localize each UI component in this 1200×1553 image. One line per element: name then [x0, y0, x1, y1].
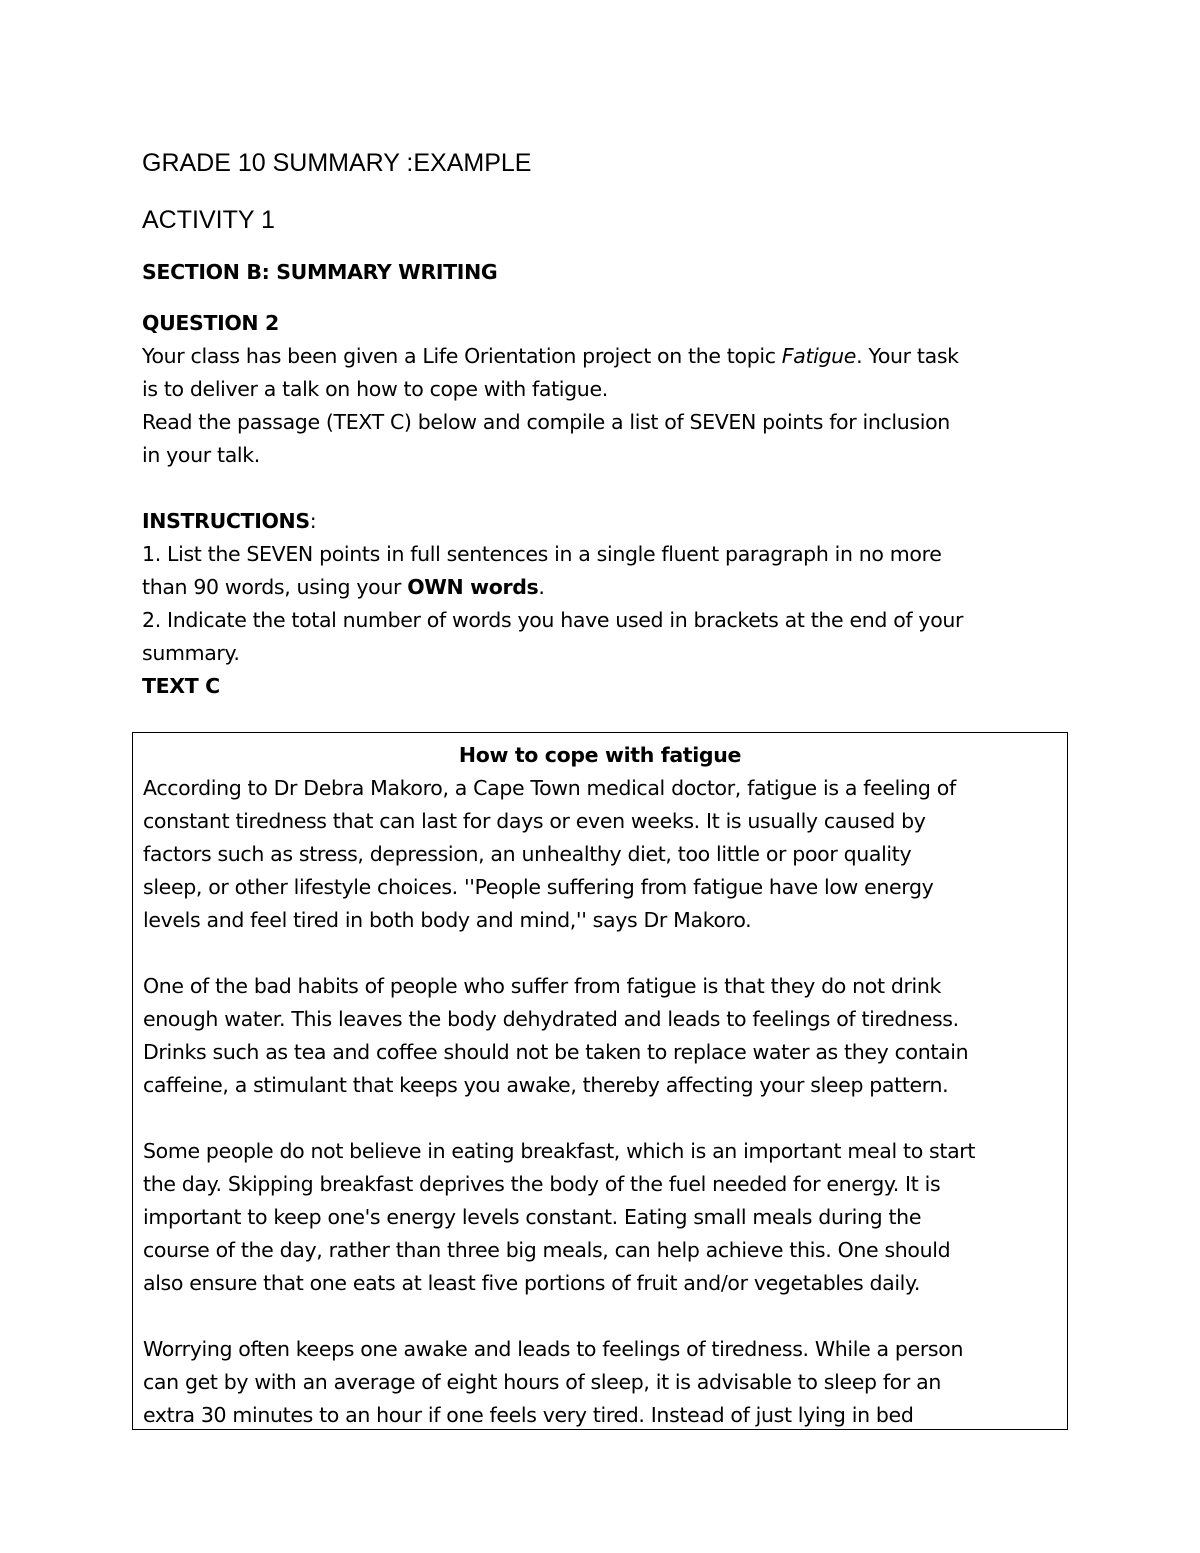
- activity-heading: ACTIVITY 1: [142, 206, 275, 234]
- document-heading: GRADE 10 SUMMARY :EXAMPLE: [142, 149, 532, 177]
- passage-p2-line-4: caffeine, a stimulant that keeps you awake, thereby affecting your sleep pattern.: [143, 1073, 949, 1097]
- passage-body: [143, 772, 1063, 1430]
- passage-p1-line-3: factors such as stress, depression, an unhealthy diet, too little or poor quality: [143, 842, 912, 866]
- instruction-1-line-1: 1. List the SEVEN points in full sentences in a single fluent paragraph in no more: [142, 542, 942, 566]
- passage-title: How to cope with fatigue: [458, 743, 742, 767]
- question-line-2: is to deliver a talk on how to cope with fatigue.: [142, 377, 608, 401]
- text-c-label: TEXT C: [142, 674, 220, 698]
- instruction-2-line-1: 2. Indicate the total number of words you have used in brackets at the end of your: [142, 608, 964, 632]
- question-line-3: Read the passage (TEXT C) below and compile a list of SEVEN points for inclusion: [142, 410, 950, 434]
- passage-p3-line-1: Some people do not believe in eating breakfast, which is an important meal to start: [143, 1139, 976, 1163]
- question-line-1-end: . Your task: [856, 344, 959, 368]
- instruction-1-line-2-end: .: [538, 575, 545, 599]
- passage-box: [132, 732, 1068, 1430]
- section-heading-text: SECTION B: SUMMARY WRITING: [142, 260, 498, 284]
- passage-p2-line-3: Drinks such as tea and coffee should not be taken to replace water as they contain: [143, 1040, 969, 1064]
- paragraph-gap: [143, 1300, 1063, 1333]
- instruction-1-line-2: [142, 571, 1072, 604]
- passage-p3-line-4: course of the day, rather than three big meals, can help achieve this. One should: [143, 1238, 951, 1262]
- passage-p2-line-2: enough water. This leaves the body dehydrated and leads to feelings of tiredness.: [143, 1007, 959, 1031]
- question-label: QUESTION 2: [142, 311, 279, 335]
- instructions-label: INSTRUCTIONS: [142, 509, 310, 533]
- instructions-block: [142, 505, 1072, 703]
- question-line-4: in your talk.: [142, 443, 260, 467]
- instruction-1-line-2-start: than 90 words, using your: [142, 575, 408, 599]
- paragraph-gap: [143, 1102, 1063, 1135]
- passage-p4-line-1: Worrying often keeps one awake and leads to feelings of tiredness. While a person: [143, 1337, 964, 1361]
- passage-p3-line-5: also ensure that one eats at least five portions of fruit and/or vegetables daily.: [143, 1271, 921, 1295]
- paragraph-gap: [143, 937, 1063, 970]
- instructions-colon: :: [309, 509, 317, 533]
- question-topic: Fatigue: [781, 344, 857, 368]
- passage-p1-line-1: According to Dr Debra Makoro, a Cape Town medical doctor, fatigue is a feeling of: [143, 776, 956, 800]
- passage-p4-line-2: can get by with an average of eight hours of sleep, it is advisable to sleep for an: [143, 1370, 941, 1394]
- question-line-1-start: Your class has been given a Life Orientation project on the topic: [142, 344, 782, 368]
- question-block: [142, 307, 1072, 472]
- section-heading: [142, 256, 1072, 289]
- passage-p1-line-4: sleep, or other lifestyle choices. ''People suffering from fatigue have low energy: [143, 875, 934, 899]
- passage-p2-line-1: One of the bad habits of people who suffer from fatigue is that they do not drink: [143, 974, 942, 998]
- passage-p4-line-3: extra 30 minutes to an hour if one feels very tired. Instead of just lying in bed: [143, 1403, 914, 1427]
- instruction-2-line-2: summary.: [142, 641, 240, 665]
- instructions-heading: [142, 505, 1072, 538]
- passage-p1-line-2: constant tiredness that can last for days or even weeks. It is usually caused by: [143, 809, 926, 833]
- passage-p3-line-2: the day. Skipping breakfast deprives the body of the fuel needed for energy. It is: [143, 1172, 941, 1196]
- passage-p3-line-3: important to keep one's energy levels constant. Eating small meals during the: [143, 1205, 922, 1229]
- question-line-1: [142, 340, 1072, 373]
- own-words-emphasis: OWN words: [407, 575, 539, 599]
- passage-p1-line-5: levels and feel tired in both body and mind,'' says Dr Makoro.: [143, 908, 752, 932]
